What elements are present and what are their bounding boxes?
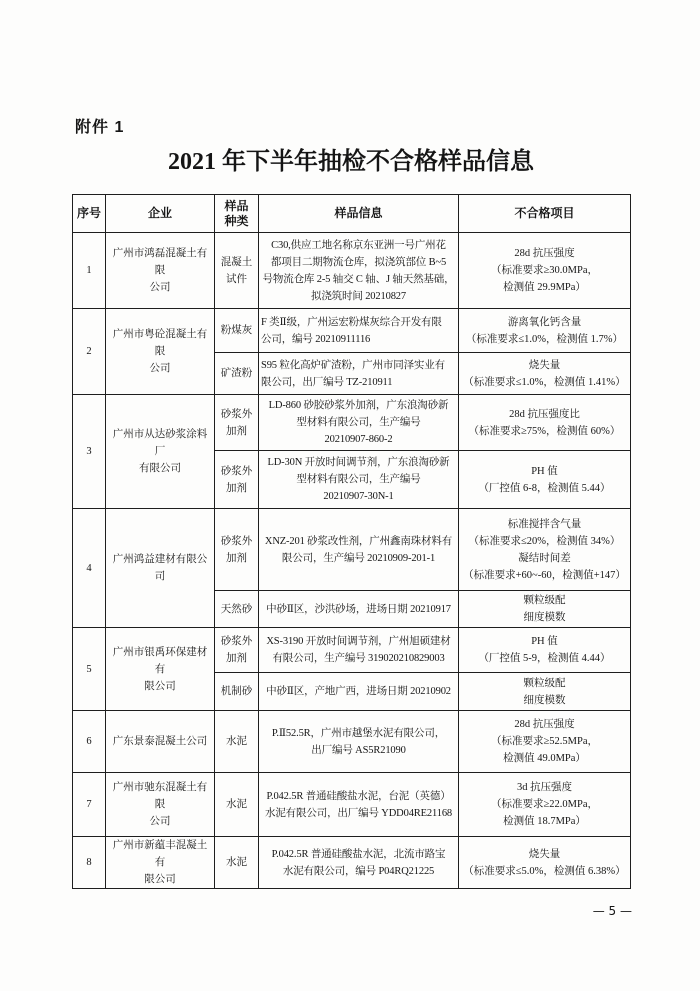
failed-item-line: （标准要求≤5.0%，检测值 6.38%） [463, 865, 626, 877]
failed-item-line: PH 值 [531, 636, 558, 647]
sample-info-cell [259, 395, 459, 451]
sample-type-line: 矿渣粉 [220, 368, 253, 379]
sample-type-line: 机制砂 [220, 686, 253, 697]
failed-item-line: 游离氧化钙含量 [507, 316, 582, 328]
company-cell [106, 628, 215, 711]
page-title: 2021 年下半年抽检不合格样品信息 [168, 149, 534, 175]
company-name-line: 广州市银禹环保建材有 [112, 646, 208, 675]
table-body [73, 233, 631, 889]
sample-info-cell [259, 451, 459, 509]
company-name-line: 公司 [149, 816, 171, 827]
sample-info-cell [259, 509, 459, 591]
header-sample-type-line: 样品 [224, 198, 249, 213]
row-index: 5 [86, 663, 92, 675]
failed-item-line: （标准要求≥22.0MPa， [491, 799, 598, 810]
failed-items-cell [459, 509, 631, 591]
failed-items-cell [459, 628, 631, 673]
sample-info-cell [259, 711, 459, 773]
company-name-line: 广州市驰东混凝土有限 [112, 782, 208, 810]
sample-info-cell [259, 309, 459, 353]
sample-info-cell [259, 233, 459, 309]
header-failed-items: 不合格项目 [459, 195, 631, 233]
failed-item-line: （厂控值 6-8，检测值 5.44） [478, 482, 611, 494]
table-row [73, 309, 631, 353]
sample-type-cell [215, 628, 259, 673]
failed-item-line: （标准要求≤1.0%，检测值 1.7%） [465, 333, 624, 345]
sample-type-cell [215, 711, 259, 773]
failed-item-line: 颗粒级配 [523, 677, 566, 689]
sample-info-line: 限公司，出厂编号 TZ-210911 [261, 376, 393, 388]
failed-item-line: PH 值 [531, 465, 558, 477]
failed-items-cell [459, 395, 631, 451]
index-cell [73, 395, 106, 509]
nonconforming-samples-table [72, 194, 631, 889]
sample-info-cell [259, 837, 459, 889]
sample-info-line: 水泥有限公司，编号 P04RQ21225 [282, 865, 435, 877]
sample-info-line: 中砂Ⅱ区，沙洪砂场，进场日期 20210917 [266, 603, 451, 615]
table-row [73, 233, 631, 309]
sample-info-line: XNZ-201 砂浆改性剂，广州鑫南珠材料有 [264, 535, 453, 547]
failed-item-line: 检测值 29.9MPa） [503, 282, 586, 293]
index-cell [73, 837, 106, 889]
sample-type-line: 水泥 [226, 799, 247, 810]
sample-info-line: P.042.5R 普通硅酸盐水泥，台泥（英德） [266, 790, 451, 802]
table-row [73, 628, 631, 673]
failed-item-line: 28d 抗压强度 [514, 248, 575, 259]
company-cell [106, 509, 215, 628]
failed-items-cell [459, 711, 631, 773]
failed-item-line: 烧失量 [528, 359, 561, 371]
failed-item-line: 检测值 18.7MPa） [503, 816, 586, 827]
table-row [73, 711, 631, 773]
sample-info-line: LD-30N 开放时间调节剂，广东浪淘砂新 [267, 457, 450, 468]
sample-info-line: C30,供应工地名称京东亚洲一号广州花 [271, 239, 446, 251]
sample-info-line: 有限公司，生产编号 319020210829003 [272, 653, 445, 664]
sample-type-line: 加剂 [226, 482, 247, 494]
failed-item-line: （标准要求≤1.0%，检测值 1.41%） [463, 376, 626, 388]
failed-item-line: （标准要求+60~-60，检测值+147） [463, 569, 626, 581]
sample-type-cell [215, 509, 259, 591]
sample-info-line: P.Ⅱ52.5R，广州市越堡水泥有限公司， [271, 727, 446, 739]
attachment-label: 附件 1 [75, 119, 125, 136]
row-index: 1 [86, 265, 92, 276]
company-name-line: 广东景泰混凝土公司 [112, 736, 208, 747]
table-row [73, 509, 631, 591]
sample-type-line: 加剂 [226, 653, 247, 664]
table-row [73, 773, 631, 837]
company-cell [106, 711, 215, 773]
sample-info-line: LD-860 砂胶砂浆外加剂，广东浪淘砂新 [268, 400, 449, 411]
sample-info-line: 都项目二期物流仓库，拟浇筑部位 B~5 [270, 256, 447, 268]
failed-item-line: 标准搅拌含气量 [507, 518, 582, 530]
index-cell [73, 309, 106, 395]
sample-info-line: 出厂编号 AS5R21090 [311, 744, 406, 756]
failed-item-line: （标准要求≥30.0MPa， [491, 265, 598, 276]
sample-type-cell [215, 673, 259, 711]
company-name-line: 公司 [149, 282, 171, 293]
company-name-line: 广州市新蕴丰混凝土有 [112, 840, 208, 868]
failed-items-cell [459, 837, 631, 889]
index-cell [73, 233, 106, 309]
company-name-line: 有限公司 [139, 463, 181, 474]
index-cell [73, 509, 106, 628]
table-row [73, 395, 631, 451]
row-index: 3 [86, 446, 92, 457]
page-number: — 5 — [592, 904, 632, 918]
sample-info-line: 型材料有限公司，生产编号 [296, 474, 421, 485]
company-name-line: 广州鸿益建材有限公司 [112, 554, 208, 582]
sample-info-cell [259, 628, 459, 673]
failed-item-line: 28d 抗压强度比 [509, 408, 580, 420]
failed-item-line: 细度模数 [523, 694, 566, 706]
failed-item-line: 细度模数 [523, 612, 566, 623]
failed-items-cell [459, 591, 631, 628]
table-header [73, 195, 631, 233]
sample-type-line: 混凝土 [220, 256, 253, 268]
failed-item-line: 颗粒级配 [523, 595, 566, 606]
failed-items-cell [459, 233, 631, 309]
failed-items-cell [459, 309, 631, 353]
sample-info-line: 公司，编号 20210911116 [261, 333, 371, 345]
failed-item-line: 3d 抗压强度 [516, 782, 573, 793]
failed-item-line: （标准要求≥75%，检测值 60%） [468, 425, 621, 437]
index-cell [73, 711, 106, 773]
sample-info-line: 20210907-860-2 [324, 434, 393, 445]
company-cell [106, 395, 215, 509]
header-index: 序号 [73, 195, 106, 233]
sample-info-line: 号物流仓库 2-5 轴交 C 轴、J 轴天然基础， [262, 273, 455, 285]
table-row [73, 837, 631, 889]
sample-info-line: 拟浇筑时间 20210827 [310, 290, 407, 302]
sample-type-cell [215, 837, 259, 889]
sample-info-cell [259, 773, 459, 837]
sample-info-line: S95 粒化高炉矿渣粉，广州市同泽实业有 [261, 359, 445, 371]
sample-type-cell [215, 233, 259, 309]
company-name-line: 公司 [149, 363, 171, 374]
row-index: 2 [86, 346, 92, 357]
sample-info-cell [259, 353, 459, 395]
sample-info-line: P.042.5R 普通硅酸盐水泥，北流市路宝 [271, 848, 446, 860]
sample-type-cell [215, 395, 259, 451]
company-name-line: 广州市从达砂浆涂料厂 [112, 429, 208, 457]
sample-type-line: 砂浆外 [220, 465, 253, 477]
failed-item-line: 凝结时间差 [518, 552, 571, 564]
failed-items-cell [459, 353, 631, 395]
sample-type-cell [215, 773, 259, 837]
sample-type-line: 水泥 [226, 736, 247, 747]
row-index: 8 [86, 857, 92, 868]
sample-type-line: 砂浆外 [220, 408, 253, 420]
row-index: 4 [86, 562, 92, 574]
table-header-row [73, 195, 631, 233]
failed-item-line: 28d 抗压强度 [514, 719, 575, 730]
failed-item-line: 检测值 49.0MPa） [503, 753, 586, 764]
header-company: 企业 [106, 195, 215, 233]
sample-info-line: 水泥有限公司，出厂编号 YDD04RE21168 [264, 807, 453, 819]
failed-item-line: （厂控值 5-9，检测值 4.44） [478, 653, 611, 664]
header-sample-type-line: 种类 [224, 213, 249, 228]
failed-item-line: （标准要求≤20%，检测值 34%） [468, 535, 621, 547]
sample-type-cell [215, 451, 259, 509]
sample-type-cell [215, 309, 259, 353]
sample-type-line: 砂浆外 [220, 636, 253, 647]
company-cell [106, 233, 215, 309]
sample-info-cell [259, 673, 459, 711]
company-name-line: 限公司 [144, 874, 176, 885]
sample-type-cell [215, 591, 259, 628]
company-cell [106, 309, 215, 395]
failed-items-cell [459, 451, 631, 509]
sample-type-cell [215, 353, 259, 395]
sample-info-line: XS-3190 开放时间调节剂，广州旭硕建材 [266, 636, 451, 647]
sample-type-line: 粉煤灰 [220, 325, 253, 336]
company-cell [106, 773, 215, 837]
row-index: 6 [86, 736, 92, 747]
company-cell [106, 837, 215, 889]
sample-info-line: 20210907-30N-1 [323, 491, 394, 502]
sample-type-line: 试件 [226, 273, 247, 285]
failed-items-cell [459, 773, 631, 837]
index-cell [73, 628, 106, 711]
failed-items-cell [459, 673, 631, 711]
company-name-line: 限公司 [144, 680, 176, 692]
sample-type-line: 加剂 [226, 425, 247, 437]
index-cell [73, 773, 106, 837]
sample-info-line: F 类Ⅱ级，广州运宏粉煤灰综合开发有限 [261, 316, 442, 328]
failed-item-line: 烧失量 [528, 848, 561, 860]
sample-info-line: 型材料有限公司，生产编号 [296, 417, 421, 428]
sample-info-cell [259, 591, 459, 628]
header-sample-info: 样品信息 [259, 195, 459, 233]
company-name-line: 广州市鸿磊混凝土有限 [112, 248, 208, 276]
sample-info-line: 中砂Ⅱ区，产地广西，进场日期 20210902 [266, 686, 451, 697]
sample-type-line: 水泥 [226, 857, 247, 868]
company-name-line: 广州市粤砼混凝土有限 [112, 329, 208, 357]
header-sample-type [215, 195, 259, 233]
failed-item-line: （标准要求≥52.5MPa， [491, 736, 598, 747]
sample-type-line: 天然砂 [220, 603, 253, 615]
sample-info-line: 限公司，生产编号 20210909-201-1 [281, 552, 436, 564]
sample-type-line: 砂浆外 [220, 535, 253, 547]
sample-type-line: 加剂 [226, 552, 247, 564]
row-index: 7 [86, 799, 92, 810]
